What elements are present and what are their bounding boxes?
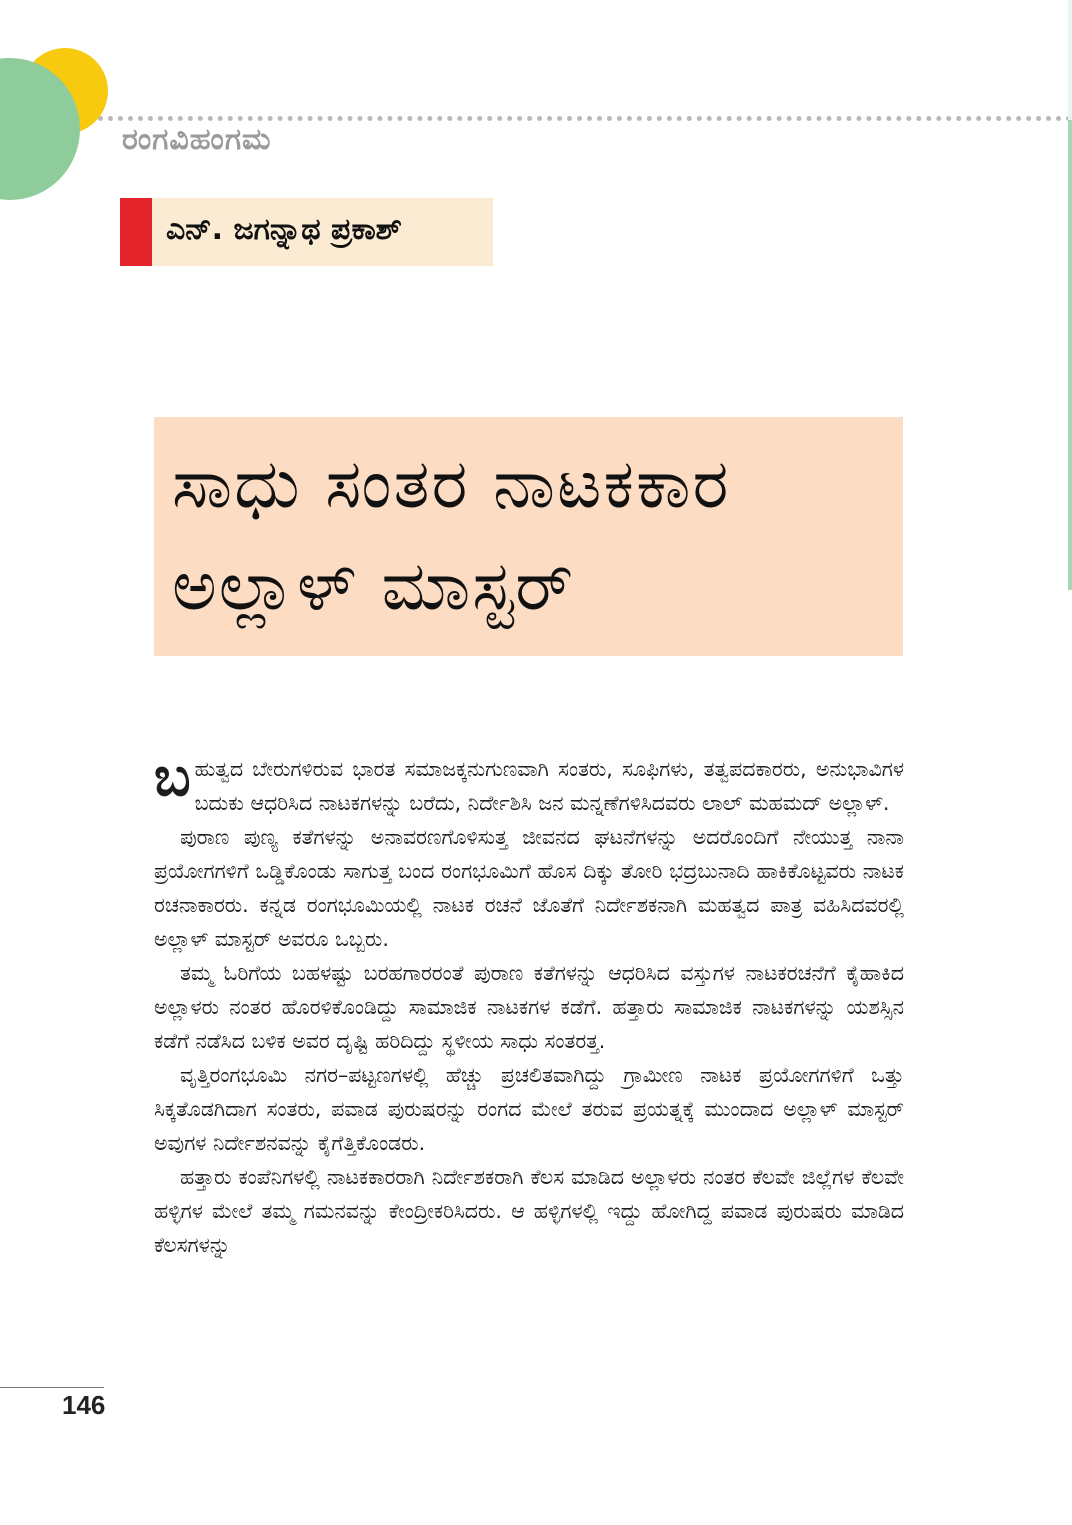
article-title-line-2: ಅಲ್ಲಾಳ್ ಮಾಸ್ಟರ್ [172,547,576,626]
paragraph-4: ವೃತ್ತಿರಂಗಭೂಮಿ ನಗರ–ಪಟ್ಟಣಗಳಲ್ಲಿ ಹೆಚ್ಚು ಪ್ರಚಲಿತವಾಗಿದ್ದು ಗ್ರಾಮೀಣ ನಾಟಕ ಪ್ರಯೋಗಗಳಿಗೆ ಒತ್ತು ಸಿಕ್ಕತೊಡಗಿದಾಗ ಸಂತರು, ಪವಾಡ ಪುರುಷರನ್ನು ರಂಗದ ಮೇಲೆ ತರುವ ಪ್ರಯತ್ನಕ್ಕೆ ಮುಂದಾದ ಅಲ್ಲಾಳ್ ಮಾಸ್ಟರ್ ಅವುಗಳ ನಿರ್ದೇಶನವನ್ನು ಕೈಗೆತ್ತಿಕೊಂಡರು. [154,1063,904,1155]
article-title-box [154,417,903,656]
section-heading: ರಂಗವಿಹಂಗಮ [122,122,272,157]
article-title-line-1: ಸಾಧು ಸಂತರ ನಾಟಕಕಾರ [172,445,731,524]
article-body [154,745,904,1262]
paragraph-2: ಪುರಾಣ ಪುಣ್ಯ ಕತೆಗಳನ್ನು ಅನಾವರಣಗೊಳಿಸುತ್ತ ಜೀವನದ ಘಟನೆಗಳನ್ನು ಅದರೊಂದಿಗೆ ನೇಯುತ್ತ ನಾನಾ ಪ್ರಯೋಗಗಳಿಗೆ ಒಡ್ಡಿಕೊಂಡು ಸಾಗುತ್ತ ಬಂದ ರಂಗಭೂಮಿಗೆ ಹೊಸ ದಿಕ್ಕು ತೋರಿ ಭದ್ರಬುನಾದಿ ಹಾಕಿಕೊಟ್ಟವರು ನಾಟಕ ರಚನಾಕಾರರು. ಕನ್ನಡ ರಂಗಭೂಮಿಯಲ್ಲಿ ನಾಟಕ ರಚನೆ ಜೊತೆಗೆ ನಿರ್ದೇಶಕನಾಗಿ ಮಹತ್ವದ ಪಾತ್ರ ವಹಿಸಿದವರಲ್ಲಿ ಅಲ್ಲಾಳ್ ಮಾಸ್ಟರ್ ಅವರೂ ಒಬ್ಬರು. [154,825,904,951]
page-edge-marker [1068,120,1072,590]
page-number: 146 [62,1390,106,1420]
author-name: ಎನ್. ಜಗನ್ನಾಥ ಪ್ರಕಾಶ್ [166,212,402,247]
paragraph-5: ಹತ್ತಾರು ಕಂಪೆನಿಗಳಲ್ಲಿ ನಾಟಕಕಾರರಾಗಿ ನಿರ್ದೇಶಕರಾಗಿ ಕೆಲಸ ಮಾಡಿದ ಅಲ್ಲಾಳರು ನಂತರ ಕೆಲವೇ ಜಿಲ್ಲೆಗಳ ಕೆಲವೇ ಹಳ್ಳಿಗಳ ಮೇಲೆ ತಮ್ಮ ಗಮನವನ್ನು ಕೇಂದ್ರೀಕರಿಸಿದರು. ಆ ಹಳ್ಳಿಗಳಲ್ಲಿ ಇದ್ದು ಹೋಗಿದ್ದ ಪವಾಡ ಪುರುಷರು ಮಾಡಿದ ಕೆಲಸಗಳನ್ನು [154,1165,904,1257]
paragraph-3: ತಮ್ಮ ಓರಿಗೆಯ ಬಹಳಷ್ಟು ಬರಹಗಾರರಂತೆ ಪುರಾಣ ಕತೆಗಳನ್ನು ಆಧರಿಸಿದ ವಸ್ತುಗಳ ನಾಟಕರಚನೆಗೆ ಕೈಹಾಕಿದ ಅಲ್ಲಾಳರು ನಂತರ ಹೊರಳಿಕೊಂಡಿದ್ದು ಸಾಮಾಜಿಕ ನಾಟಕಗಳ ಕಡೆಗೆ. ಹತ್ತಾರು ಸಾಮಾಜಿಕ ನಾಟಕಗಳನ್ನು ಯಶಸ್ಸಿನ ಕಡೆಗೆ ನಡೆಸಿದ ಬಳಿಕ ಅವರ ದೃಷ್ಟಿ ಹರಿದಿದ್ದು ಸ್ಥಳೀಯ ಸಾಧು ಸಂತರತ್ತ. [154,961,904,1053]
paragraph-1-text: ಹುತ್ವದ ಬೇರುಗಳಿರುವ ಭಾರತ ಸಮಾಜಕ್ಕನುಗುಣವಾಗಿ ಸಂತರು, ಸೂಫಿಗಳು, ತತ್ವಪದಕಾರರು, ಅನುಭಾವಿಗಳ ಬದುಕು ಆಧರಿಸಿದ ನಾಟಕಗಳನ್ನು ಬರೆದು, ನಿರ್ದೇಶಿಸಿ ಜನ ಮನ್ನಣೆಗಳಿಸಿದವರು ಲಾಲ್ ಮಹಮದ್ ಅಲ್ಲಾಳ್. [194,757,904,815]
author-byline [120,198,493,266]
dotted-divider [88,116,1072,121]
drop-cap: ಬ [154,745,191,808]
paragraph-1 [154,745,904,820]
page-number-rule [0,1387,104,1388]
author-accent-bar [120,198,152,266]
